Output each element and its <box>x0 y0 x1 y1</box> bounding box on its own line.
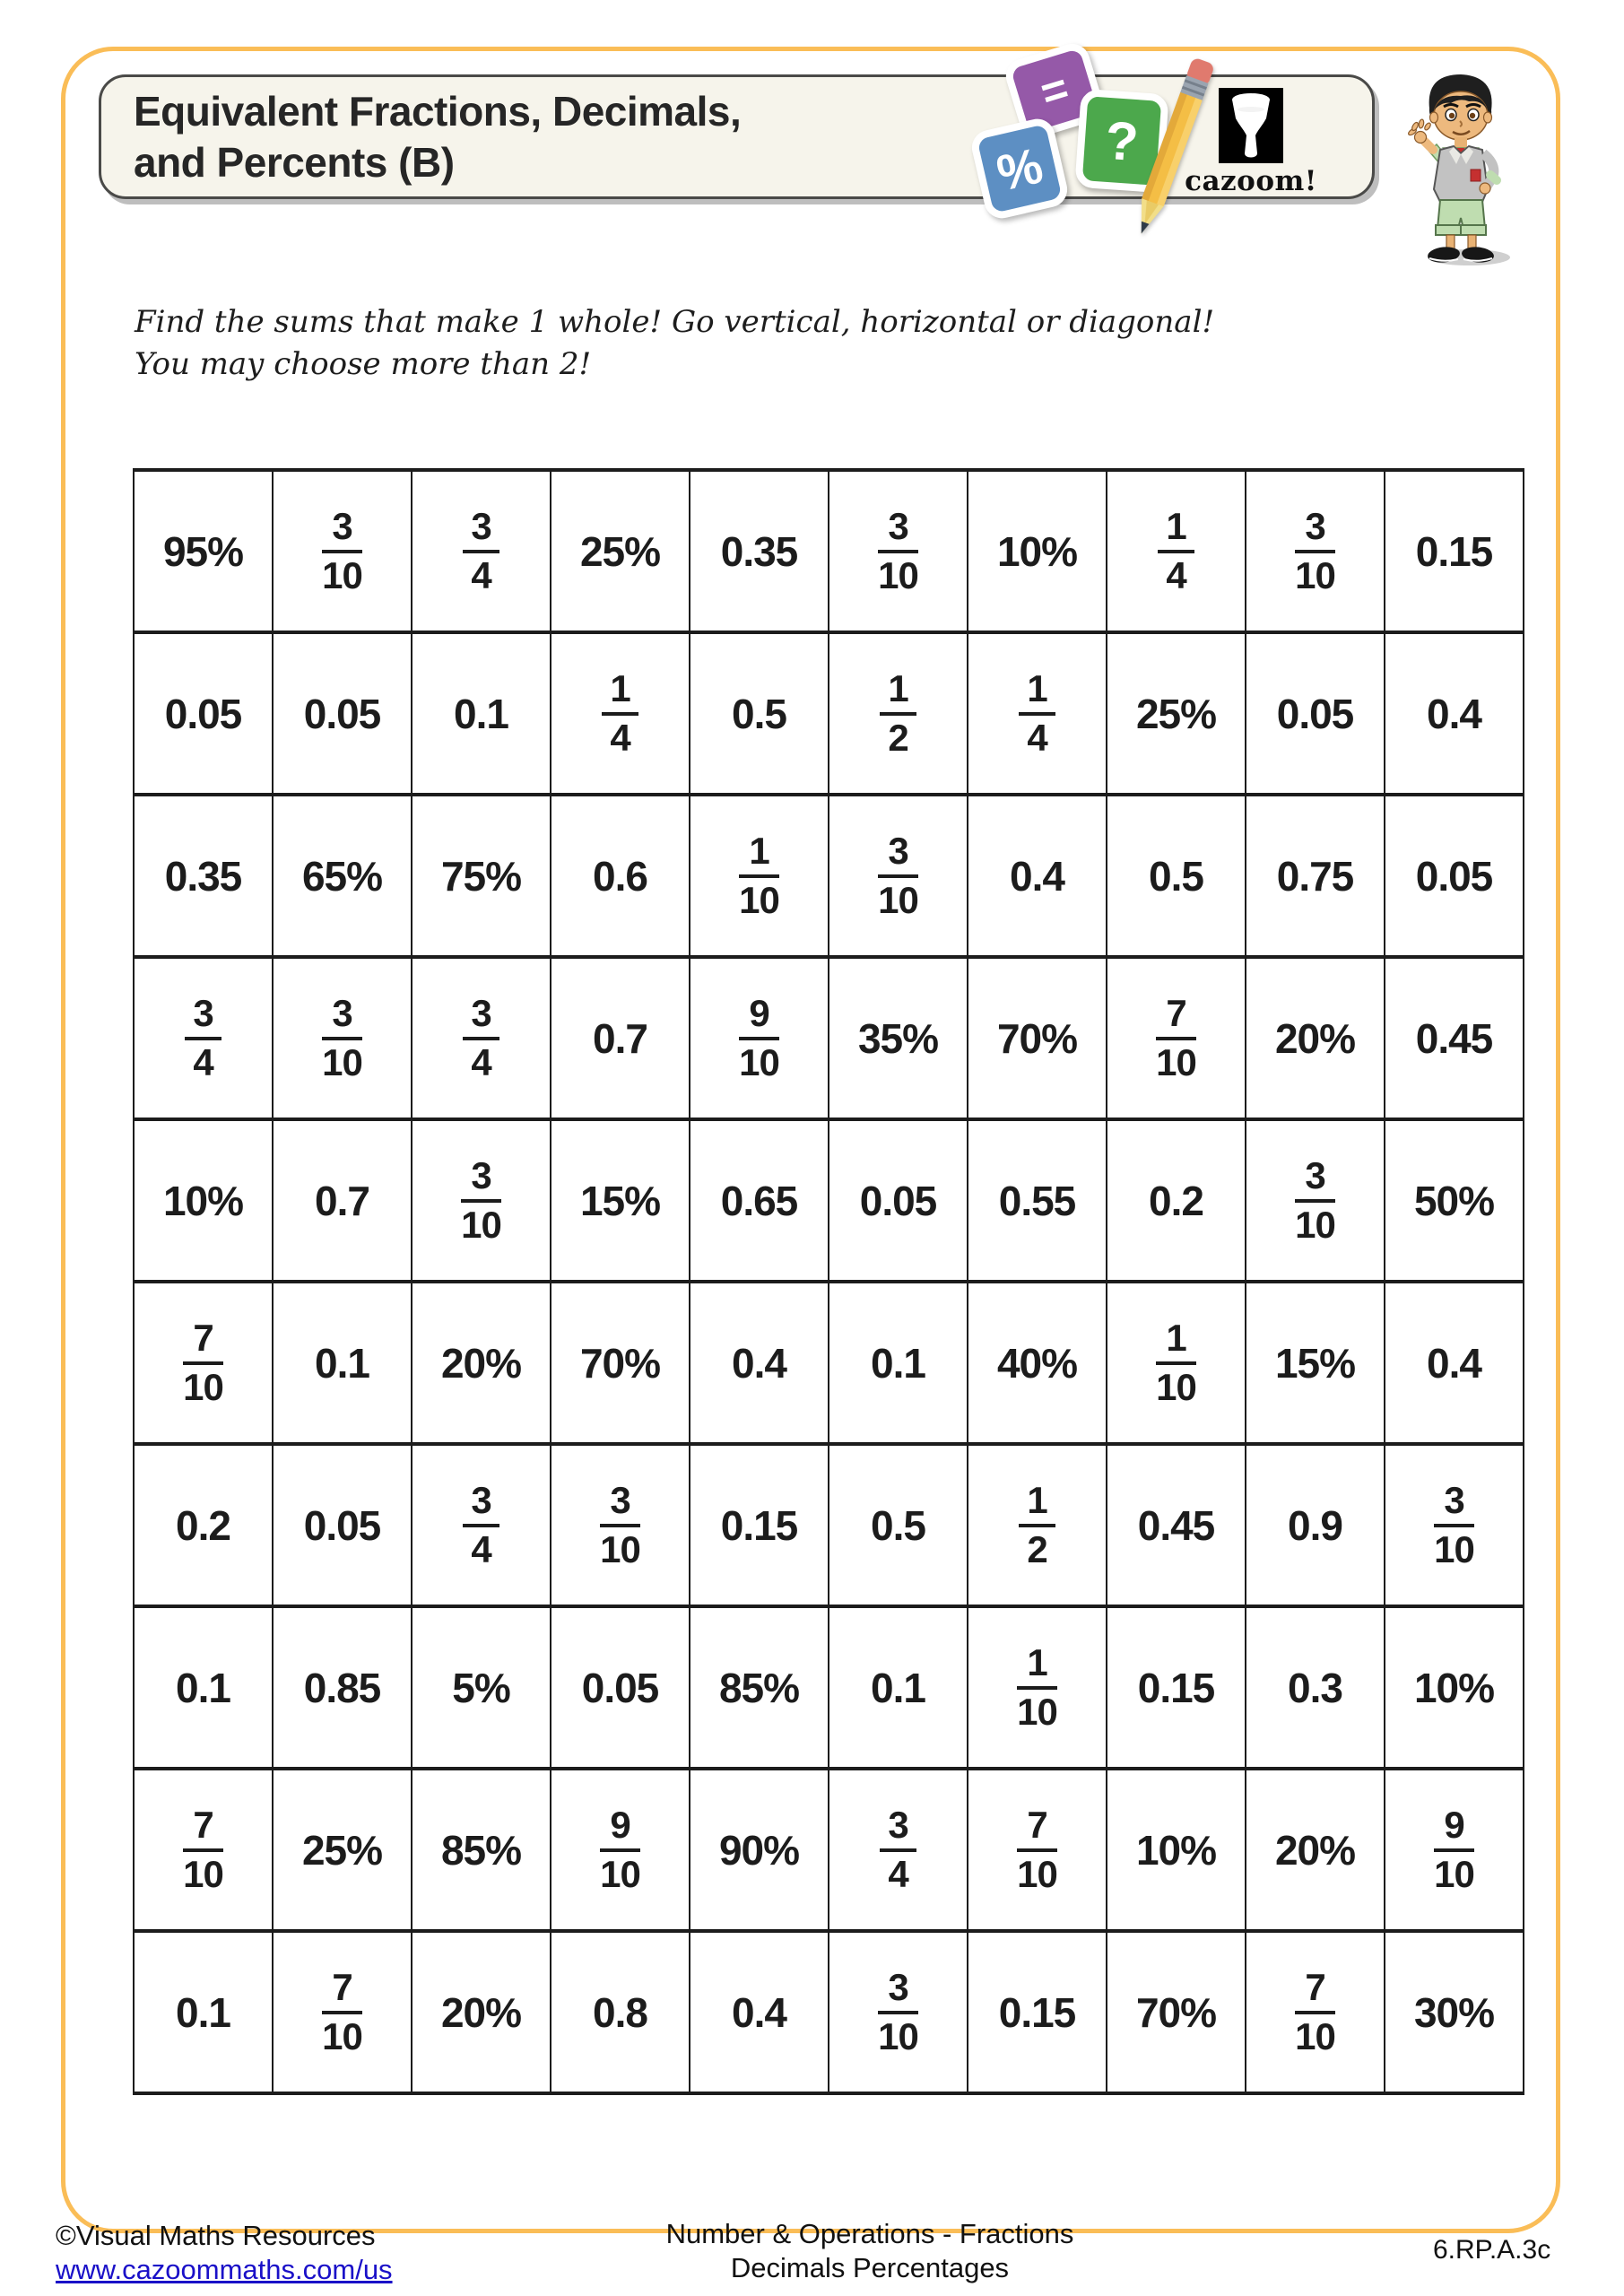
grid-cell: 0.05 <box>134 632 273 795</box>
grid-cell: 0.6 <box>551 795 690 957</box>
grid-cell: 0.2 <box>1107 1119 1246 1282</box>
footer-category <box>592 2217 1148 2285</box>
fraction-value: $\frac{3}{4}$ <box>463 508 499 595</box>
grid-cell: 0.1 <box>134 1931 273 2093</box>
grid-cell: 15% <box>551 1119 690 1282</box>
grid-cell: 85% <box>412 1769 551 1931</box>
fraction-value: $\frac{3}{10}$ <box>1295 505 1335 596</box>
grid-cell: 0.55 <box>968 1119 1107 1282</box>
grid-cell: 0.05 <box>1246 632 1385 795</box>
grid-cell <box>1246 1931 1385 2093</box>
grid-cell: 0.8 <box>551 1931 690 2093</box>
grid-cell: 10% <box>1107 1769 1246 1931</box>
grid-cell <box>829 632 968 795</box>
grid-cell: 0.75 <box>1246 795 1385 957</box>
grid-cell: 0.45 <box>1385 957 1524 1119</box>
drum-logo-icon <box>1219 88 1283 163</box>
copyright-text: ©Visual Maths Resources <box>56 2220 376 2251</box>
grid-cell: 15% <box>1246 1282 1385 1444</box>
grid-row <box>134 632 1524 795</box>
grid-cell <box>1107 1282 1246 1444</box>
grid-cell: 0.05 <box>551 1606 690 1769</box>
page-title <box>134 86 741 188</box>
grid-cell <box>968 1444 1107 1606</box>
grid-cell <box>968 1606 1107 1769</box>
grid-row <box>134 1282 1524 1444</box>
grid-cell: 0.05 <box>273 632 412 795</box>
grid-cell: 0.7 <box>551 957 690 1119</box>
grid-cell: 25% <box>551 470 690 632</box>
fraction-value: $\frac{7}{10}$ <box>1295 1966 1335 2057</box>
standard-code: 6.RP.A.3c <box>1433 2235 1551 2265</box>
grid-cell: 0.05 <box>1385 795 1524 957</box>
fraction-value: $\frac{1}{10}$ <box>1156 1317 1196 1408</box>
grid-cell: 0.3 <box>1246 1606 1385 1769</box>
fraction-value: $\frac{3}{10}$ <box>461 1154 501 1246</box>
grid-cell: 0.1 <box>134 1606 273 1769</box>
grid-cell: 30% <box>1385 1931 1524 2093</box>
fraction-grid <box>133 468 1524 2095</box>
grid-cell: 70% <box>968 957 1107 1119</box>
grid-cell: 0.1 <box>273 1282 412 1444</box>
grid-row <box>134 470 1524 632</box>
grid-cell <box>551 1444 690 1606</box>
grid-cell: 10% <box>134 1119 273 1282</box>
fraction-value: $\frac{1}{4}$ <box>1158 508 1194 595</box>
fraction-value: $\frac{7}{10}$ <box>1017 1804 1057 1895</box>
fraction-value: $\frac{3}{4}$ <box>463 1482 499 1569</box>
logo-wordmark: cazoom! <box>1185 165 1317 197</box>
grid-cell: 0.4 <box>968 795 1107 957</box>
grid-cell: 0.4 <box>690 1282 829 1444</box>
fraction-value: $\frac{1}{2}$ <box>880 670 916 757</box>
grid-cell: 10% <box>1385 1606 1524 1769</box>
grid-cell: 70% <box>1107 1931 1246 2093</box>
grid-cell: 70% <box>551 1282 690 1444</box>
grid-cell <box>690 957 829 1119</box>
grid-cell: 25% <box>1107 632 1246 795</box>
grid-cell: 0.1 <box>829 1282 968 1444</box>
grid-cell <box>829 795 968 957</box>
grid-cell <box>829 1769 968 1931</box>
grid-cell: 0.9 <box>1246 1444 1385 1606</box>
grid-cell <box>273 1931 412 2093</box>
grid-cell <box>1246 1119 1385 1282</box>
grid-cell: 35% <box>829 957 968 1119</box>
equals-glyph: = <box>1034 62 1075 119</box>
category-line2: Decimals Percentages <box>730 2252 1010 2283</box>
grid-cell: 0.15 <box>1385 470 1524 632</box>
fraction-value: $\frac{9}{10}$ <box>1434 1804 1474 1895</box>
question-glyph: ? <box>1103 109 1141 172</box>
grid-cell: 0.15 <box>968 1931 1107 2093</box>
grid-cell <box>968 1769 1107 1931</box>
grid-cell: 50% <box>1385 1119 1524 1282</box>
grid-cell <box>1107 957 1246 1119</box>
fraction-value: $\frac{3}{4}$ <box>463 995 499 1082</box>
fraction-value: $\frac{7}{10}$ <box>1156 992 1196 1083</box>
grid-cell <box>134 1282 273 1444</box>
grid-cell <box>412 1119 551 1282</box>
grid-row <box>134 795 1524 957</box>
grid-cell <box>134 1769 273 1931</box>
grid-cell <box>412 470 551 632</box>
grid-cell: 75% <box>412 795 551 957</box>
grid-cell <box>551 632 690 795</box>
footer-left <box>56 2219 393 2287</box>
fraction-value: $\frac{3}{10}$ <box>878 830 918 921</box>
grid-cell: 20% <box>1246 1769 1385 1931</box>
grid-row <box>134 1606 1524 1769</box>
grid-cell: 0.05 <box>273 1444 412 1606</box>
category-line1: Number & Operations - Fractions <box>665 2218 1074 2249</box>
grid-row <box>134 1444 1524 1606</box>
grid-cell: 0.15 <box>1107 1606 1246 1769</box>
grid-row <box>134 957 1524 1119</box>
grid-row <box>134 1931 1524 2093</box>
grid-cell: 0.5 <box>1107 795 1246 957</box>
grid-cell <box>1385 1444 1524 1606</box>
instructions-text <box>135 301 1214 386</box>
grid-cell: 25% <box>273 1769 412 1931</box>
grid-cell <box>968 632 1107 795</box>
website-link[interactable]: www.cazoommaths.com/us <box>56 2254 393 2285</box>
grid-cell: 90% <box>690 1769 829 1931</box>
grid-cell <box>690 795 829 957</box>
fraction-value: $\frac{1}{4}$ <box>602 670 638 757</box>
grid-cell: 0.05 <box>829 1119 968 1282</box>
grid-cell <box>829 1931 968 2093</box>
fraction-value: $\frac{3}{10}$ <box>1434 1479 1474 1570</box>
grid-cell <box>1107 470 1246 632</box>
grid-cell <box>273 957 412 1119</box>
grid-cell: 65% <box>273 795 412 957</box>
grid-cell: 0.1 <box>412 632 551 795</box>
fraction-value: $\frac{3}{4}$ <box>880 1806 916 1893</box>
grid-cell: 0.5 <box>690 632 829 795</box>
grid-cell: 95% <box>134 470 273 632</box>
fraction-value: $\frac{9}{10}$ <box>600 1804 640 1895</box>
grid-cell: 0.4 <box>1385 632 1524 795</box>
grid-cell: 5% <box>412 1606 551 1769</box>
grid-cell: 20% <box>412 1931 551 2093</box>
fraction-value: $\frac{7}{10}$ <box>183 1804 223 1895</box>
grid-cell: 0.65 <box>690 1119 829 1282</box>
fraction-value: $\frac{3}{10}$ <box>322 505 362 596</box>
fraction-value: $\frac{1}{2}$ <box>1019 1482 1055 1569</box>
fraction-value: $\frac{3}{10}$ <box>600 1479 640 1570</box>
grid-cell: 0.2 <box>134 1444 273 1606</box>
fraction-value: $\frac{3}{4}$ <box>185 995 221 1082</box>
grid-cell: 20% <box>412 1282 551 1444</box>
boy-character-illustration <box>1404 63 1515 269</box>
instructions-line1: Find the sums that make 1 whole! Go vertical, horizontal or diagonal! <box>135 304 1215 340</box>
page-title-line2: and Percents (B) <box>134 139 455 186</box>
grid-cell: 0.15 <box>690 1444 829 1606</box>
fraction-value: $\frac{3}{10}$ <box>878 1966 918 2057</box>
grid-cell: 0.85 <box>273 1606 412 1769</box>
grid-row <box>134 1119 1524 1282</box>
grid-cell <box>1385 1769 1524 1931</box>
grid-cell <box>273 470 412 632</box>
fraction-value: $\frac{1}{4}$ <box>1019 670 1055 757</box>
grid-cell: 0.1 <box>829 1606 968 1769</box>
fraction-value: $\frac{7}{10}$ <box>183 1317 223 1408</box>
grid-cell <box>412 957 551 1119</box>
grid-cell <box>412 1444 551 1606</box>
fraction-value: $\frac{1}{10}$ <box>1017 1641 1057 1733</box>
grid-cell: 10% <box>968 470 1107 632</box>
grid-cell: 40% <box>968 1282 1107 1444</box>
grid-cell <box>1246 470 1385 632</box>
grid-cell: 0.5 <box>829 1444 968 1606</box>
grid-cell: 0.35 <box>690 470 829 632</box>
grid-cell: 0.4 <box>1385 1282 1524 1444</box>
fraction-value: $\frac{1}{10}$ <box>739 830 779 921</box>
grid-row <box>134 1769 1524 1931</box>
fraction-value: $\frac{7}{10}$ <box>322 1966 362 2057</box>
grid-cell <box>829 470 968 632</box>
percent-glyph: % <box>991 135 1048 202</box>
grid-cell: 0.35 <box>134 795 273 957</box>
grid-cell: 85% <box>690 1606 829 1769</box>
page-title-line1: Equivalent Fractions, Decimals, <box>134 88 742 135</box>
grid-cell: 0.45 <box>1107 1444 1246 1606</box>
instructions-line2: You may choose more than 2! <box>135 346 592 382</box>
grid-cell: 0.7 <box>273 1119 412 1282</box>
grid-cell: 0.4 <box>690 1931 829 2093</box>
fraction-value: $\frac{3}{10}$ <box>878 505 918 596</box>
grid-cell <box>134 957 273 1119</box>
grid-cell: 20% <box>1246 957 1385 1119</box>
fraction-value: $\frac{3}{10}$ <box>322 992 362 1083</box>
grid-cell <box>551 1769 690 1931</box>
fraction-value: $\frac{9}{10}$ <box>739 992 779 1083</box>
fraction-value: $\frac{3}{10}$ <box>1295 1154 1335 1246</box>
